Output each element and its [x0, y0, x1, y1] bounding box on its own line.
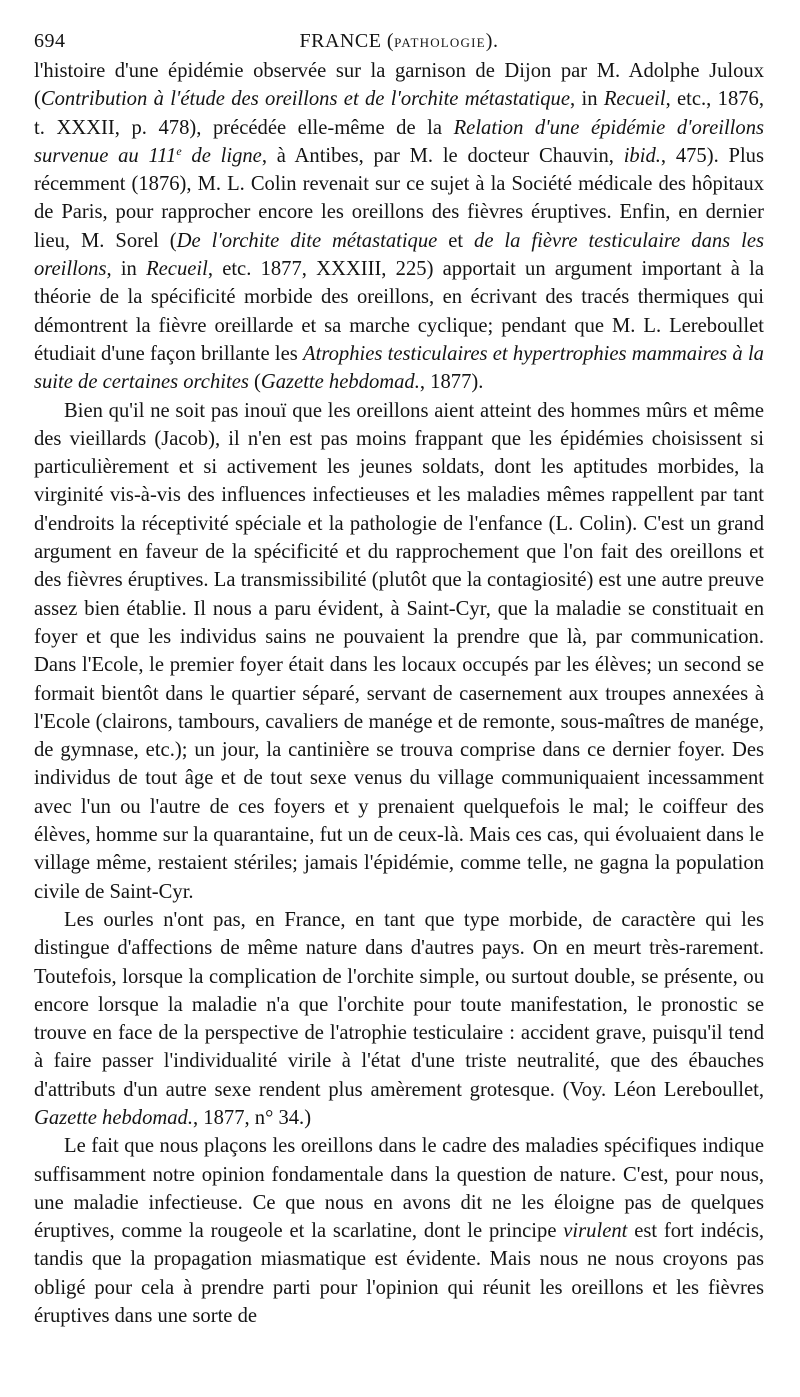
- citation-journal: Recueil: [603, 88, 666, 111]
- emphasis-term: virulent: [563, 1220, 628, 1243]
- paragraph-prognosis: Les ourles n'ont pas, en France, en tant que type morbide, de caractère qui les distingue d'affections de même nature dans d'autres pays. On en meurt très-rarement. Toutefois, lorsque la complication de l'orchite simple, ou surtout double, se présente, ou encore lorsque la maladie n'a que l'orchite pour toute manifestation, le pronostic se trouve en face de la perspective de l'atrophie testiculaire : accident grave, puisqu'il tend à faire passer l'individualité virile à l'état d'une triste neutralité, que des ébauches d'attributs d'un autre sexe rendent plus amèrement grotesque. (Voy. Léon Lereboullet, Gazette hebdomad., 1877, n° 34.): [34, 908, 764, 1129]
- citation-title: Contribution à l'étude des oreillons et de l'orchite métastatique: [40, 88, 570, 111]
- paragraph-continued: l'histoire d'une épidémie observée sur la garnison de Dijon par M. Adolphe Juloux (Contribution à l'étude des oreillons et de l'orchite métastatique, in Recueil, etc., 1876, t. XXXII, p. 478), précédée elle-même de la Relation d'une épidémie d'oreillons survenue au 111e de ligne, à Antibes, par M. le docteur Chauvin, ibid., 475). Plus récemment (1876), M. L. Colin revenait sur ce sujet à la Société médicale des hôpitaux de Paris, pour rapprocher encore les oreillons des fièvres éruptives. Enfin, en dernier lieu, M. Sorel (De l'orchite dite métastatique et de la fièvre testiculaire dans les oreillons, in Recueil, etc. 1877, XXXIII, 225) apportait un argument important à la théorie de la spécificité morbide des oreillons, en écrivant des tracés thermiques qui démontrent la fièvre oreillarde et sa marche cyclique; pendant que M. L. Lereboullet étudiait d'une façon brillante les Atrophies testiculaires et hypertrophies mammaires à la suite de certaines orchites (Gazette hebdomad., 1877).: [34, 60, 764, 394]
- citation-journal: Recueil: [146, 258, 208, 281]
- citation-journal: Gazette hebdomad.: [34, 1106, 193, 1129]
- citation-title: Atrophies testiculaires et hypertrophies mammaires à la suite de certaines orchites: [34, 342, 764, 394]
- running-title-open: (: [386, 30, 395, 52]
- page-number: 694: [34, 30, 66, 52]
- citation-ibid: ibid.: [623, 144, 661, 167]
- paragraph-nature: Le fait que nous plaçons les oreillons dans le cadre des maladies spécifiques indique suffisamment notre opinion fondamentale dans la question de nature. C'est, pour nous, une maladie infectieuse. Ce que nous en avons dit ne les éloigne pas de quelques éruptives, comme la rougeole et la scarlatine, dont le principe virulent est fort indécis, tandis que la propagation miasmatique est évidente. Mais nous ne nous croyons pas obligé pour cela à prendre parti pour l'opinion qui réunit les oreillons et les fièvres éruptives dans une sorte de: [34, 1135, 764, 1328]
- running-head: [34, 28, 764, 54]
- citation-title: Relation d'une épidémie d'oreillons survenue au 111e de ligne: [34, 116, 764, 167]
- citation-journal: Gazette hebdomad.: [260, 371, 420, 394]
- running-title-sub: PATHOLOGIE: [394, 35, 486, 50]
- citation-title: De l'orchite dite métastatique: [176, 229, 438, 252]
- paragraph-epidemiology: Bien qu'il ne soit pas inouï que les oreillons aient atteint des hommes mûrs et même des vieillards (Jacob), il n'en est pas moins frappant que les épidémies choisissent si particulièrement et si activement les jeunes soldats, dont les aptitudes morbides, la virginité vis-à-vis des influences infectieuses et les maladies mêmes rappellent par tant d'endroits la réceptivité spéciale et la pathologie de l'enfance (L. Colin). C'est un grand argument en faveur de la spécificité et du rapprochement que l'on fait des oreillons et des fièvres éruptives. La transmissibilité (plutôt que la contagiosité) est une autre preuve assez bien établie. Il nous a paru évident, à Saint-Cyr, que la maladie se constituait en foyer et que les individus sains ne pouvaient la prendre que là, par communication. Dans l'Ecole, le premier foyer était dans les locaux occupés par les élèves; un second se formait bientôt dans le quartier séparé, servant de casernement aux troupes annexées à l'Ecole (clairons, tambours, cavaliers de manége et de remonte, sous-maîtres de manége, de gymnase, etc.); un jour, la cantinière se trouva comprise dans ce dernier foyer. Des individus de tout âge et de tout sexe venus du village communiquaient incessamment avec l'un ou l'autre de ces foyers et y prenaient quelquefois le mal; le coiffeur des élèves, homme sur la quarantaine, fut un de ceux-là. Mais ces cas, qui évoluaient dans le village même, restaient stériles; jamais l'épidémie, comme telle, ne gagna la population civile de Saint-Cyr.: [34, 399, 764, 903]
- superscript: e: [176, 143, 182, 158]
- body-text: [34, 57, 764, 1330]
- running-title: [34, 28, 764, 56]
- running-title-close: ).: [485, 30, 499, 52]
- running-title-main: FRANCE: [299, 30, 382, 52]
- citation-title: de la fièvre testiculaire dans les oreillons: [34, 229, 764, 281]
